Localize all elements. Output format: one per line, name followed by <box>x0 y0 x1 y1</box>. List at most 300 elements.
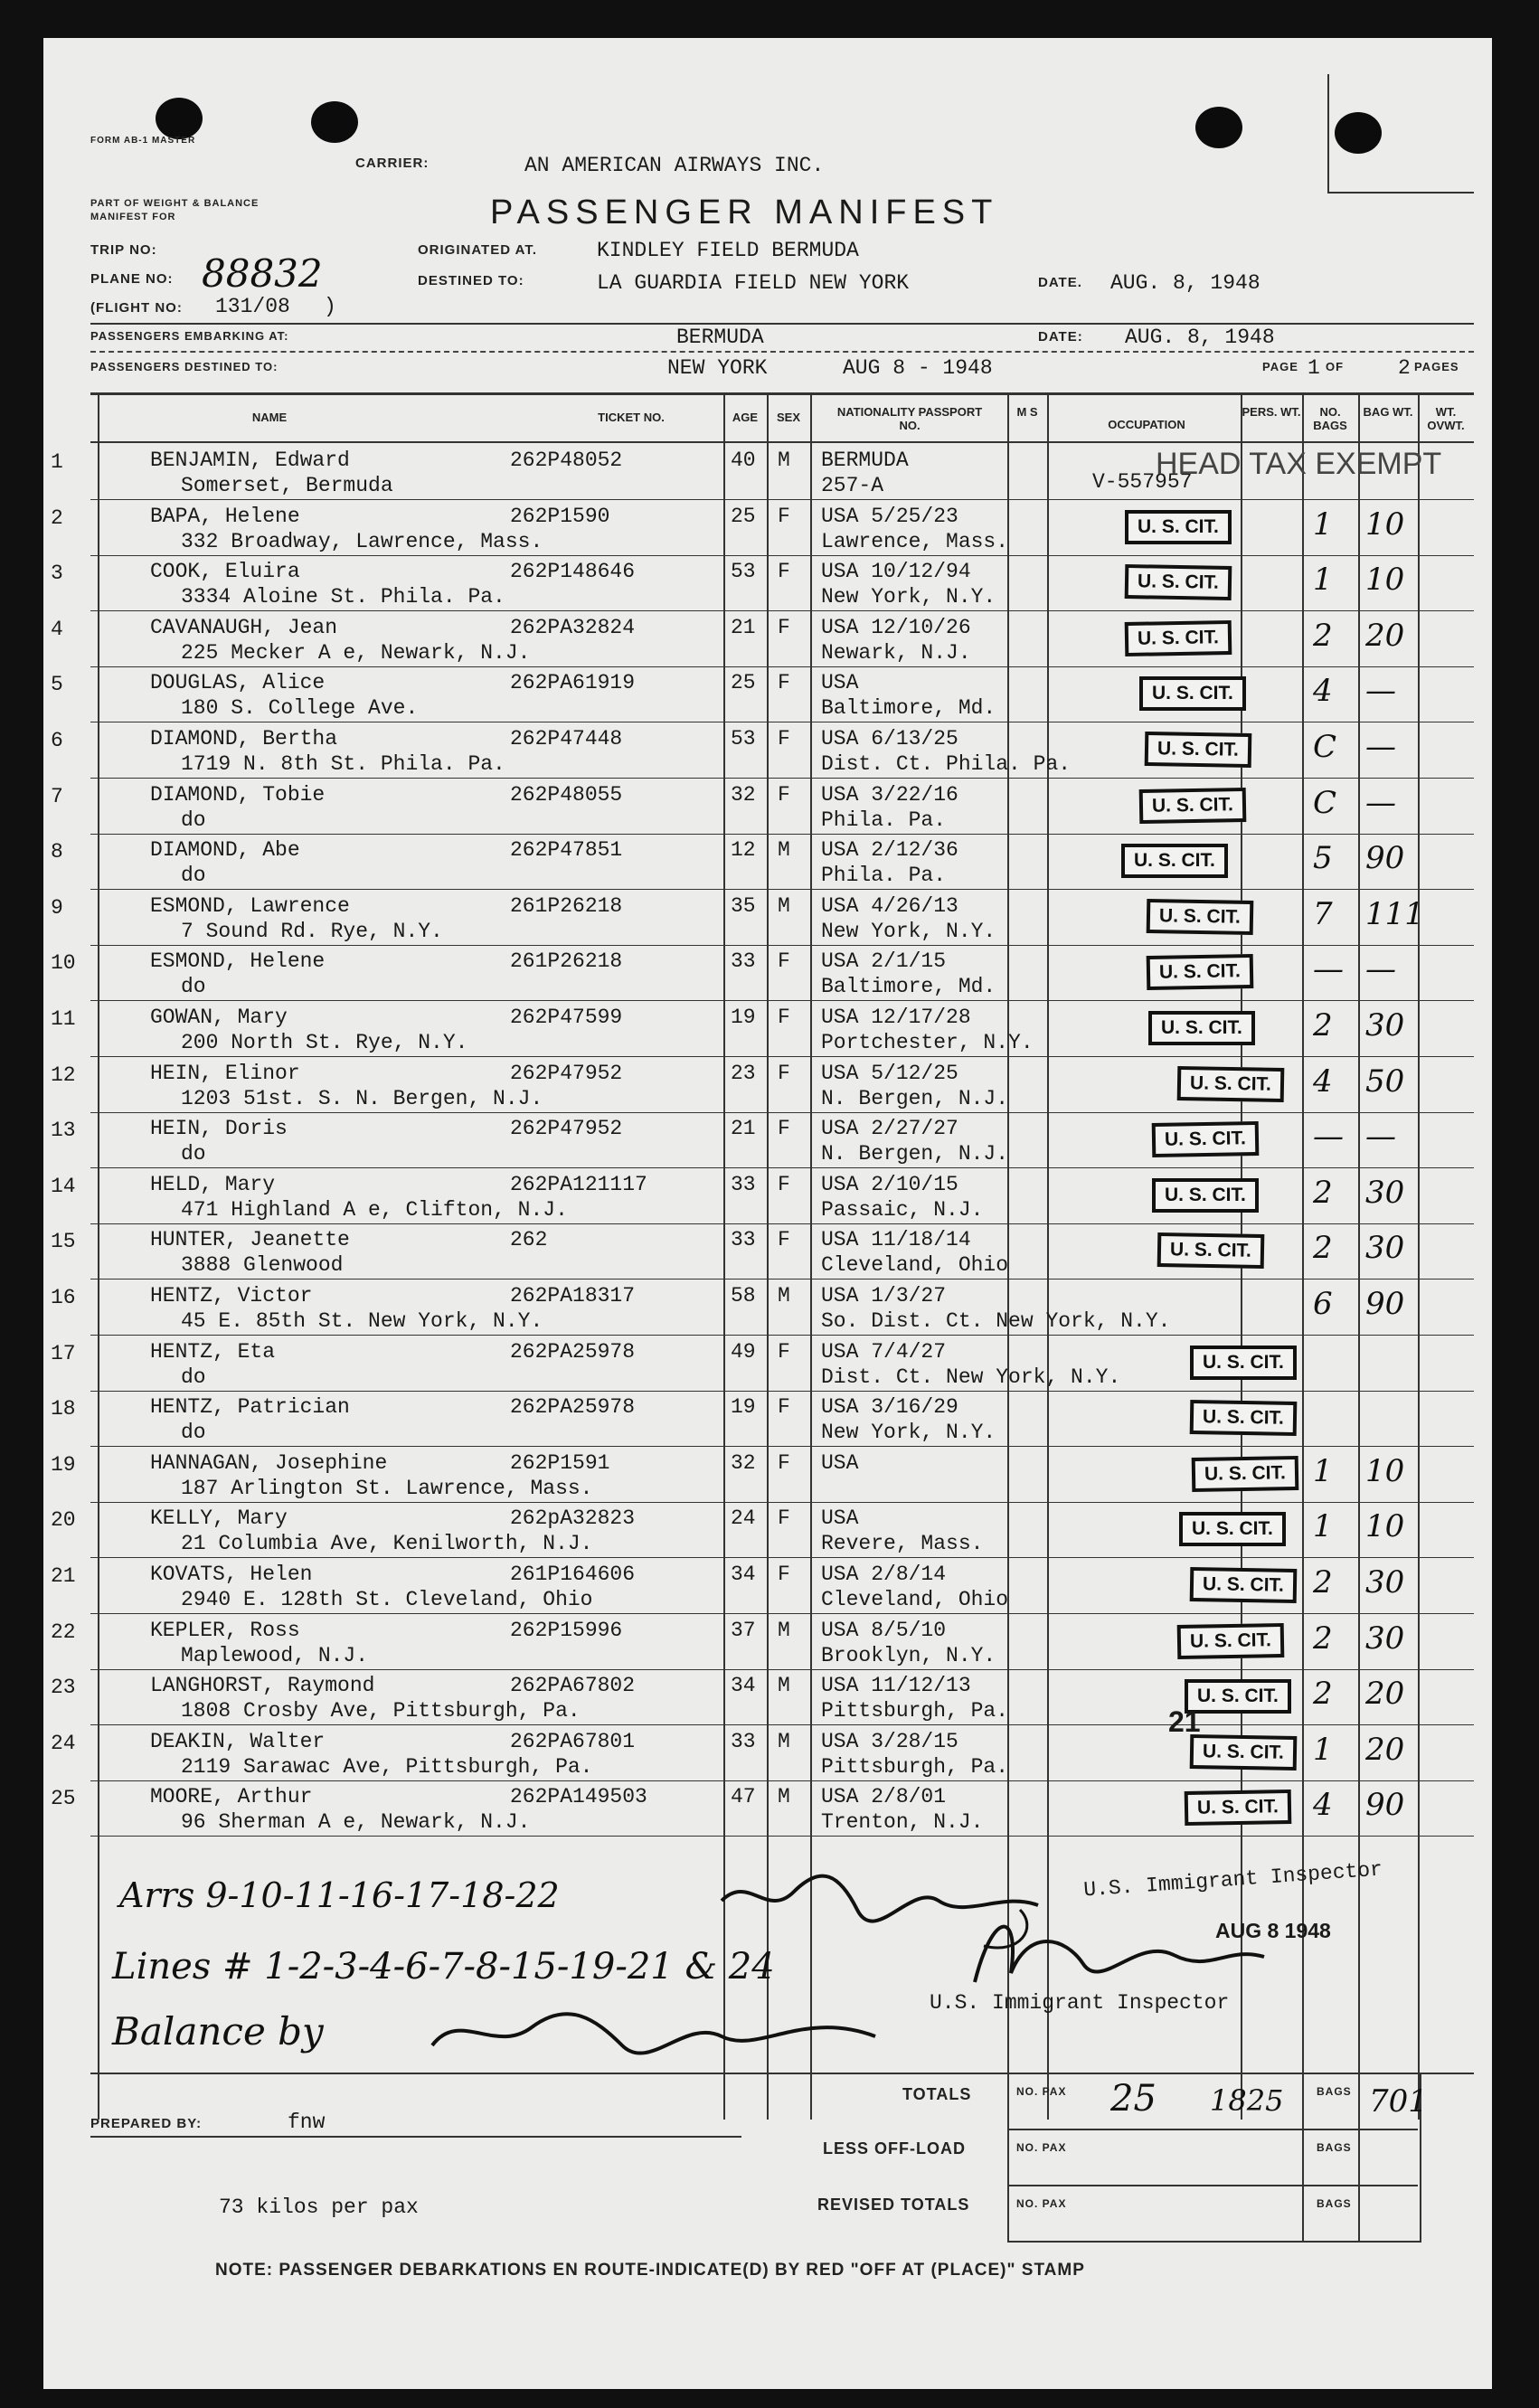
carrier-value: AN AMERICAN AIRWAYS INC. <box>524 154 825 177</box>
nationality: USA 12/17/28 <box>821 1006 971 1029</box>
no-bags: 2 <box>1313 1676 1333 1712</box>
passenger-name: KOVATS, Helen <box>150 1563 313 1586</box>
passenger-age: 33 <box>731 1730 756 1753</box>
row-rule <box>90 889 1474 890</box>
totals-col <box>1302 2073 1304 2241</box>
row-rule <box>90 1724 1474 1725</box>
passenger-age: 37 <box>731 1619 756 1642</box>
passenger-sex: M <box>778 1674 790 1697</box>
us-citizen-stamp: U. S. CIT. <box>1147 954 1254 990</box>
passenger-address: 187 Arlington St. Lawrence, Mass. <box>181 1477 593 1500</box>
total-bags: 701 <box>1369 2083 1428 2120</box>
plane-no-label: PLANE NO: <box>90 271 174 287</box>
less-offload-label: LESS OFF-LOAD <box>823 2139 966 2158</box>
passenger-address: 1203 51st. S. N. Bergen, N.J. <box>181 1087 543 1110</box>
no-bags: 2 <box>1313 1230 1333 1266</box>
passenger-address: 200 North St. Rye, N.Y. <box>181 1031 468 1054</box>
passenger-name: HELD, Mary <box>150 1173 276 1196</box>
passenger-address: 96 Sherman A e, Newark, N.J. <box>181 1810 531 1834</box>
inspector-title-1: U.S. Immigrant Inspector <box>1082 1857 1383 1903</box>
part-of-label: PART OF WEIGHT & BALANCE MANIFEST FOR <box>90 198 260 222</box>
pages-label: PAGES <box>1414 360 1459 373</box>
page-number: 1 <box>1308 356 1320 380</box>
nationality: USA <box>821 671 859 694</box>
bag-weight: 30 <box>1365 1230 1405 1266</box>
no-pax-label: NO. PAX <box>1016 2085 1067 2098</box>
passenger-address: 2940 E. 128th St. Cleveland, Ohio <box>181 1588 593 1611</box>
page-of-label: OF <box>1326 360 1345 373</box>
nationality: BERMUDA <box>821 449 909 472</box>
ticket-number: 262PA25978 <box>510 1340 636 1364</box>
bag-weight: 90 <box>1365 840 1405 876</box>
no-bags: 2 <box>1313 1564 1333 1601</box>
table-row <box>43 556 1492 611</box>
ticket-number: 261P26218 <box>510 894 623 918</box>
balance-note: Balance by <box>112 2009 324 2054</box>
no-bags: — <box>1313 951 1344 987</box>
ticket-number: 262P47952 <box>510 1062 623 1085</box>
us-citizen-stamp: U. S. CIT. <box>1147 899 1254 935</box>
passport-place: Pittsburgh, Pa. <box>821 1755 1009 1779</box>
passenger-sex: M <box>778 1730 790 1753</box>
no-bags: 1 <box>1313 1732 1333 1768</box>
passenger-sex: F <box>778 949 790 973</box>
passenger-sex: F <box>778 1228 790 1251</box>
passenger-address: 225 Mecker A e, Newark, N.J. <box>181 641 531 665</box>
row-number: 19 <box>51 1453 76 1477</box>
no-bags: C <box>1313 729 1337 765</box>
row-number: 15 <box>51 1230 76 1253</box>
row-number: 12 <box>51 1063 76 1087</box>
table-row <box>43 1559 1492 1614</box>
no-bags: 4 <box>1313 673 1333 709</box>
prepared-by-value: fnw <box>288 2111 326 2134</box>
table-row <box>43 1670 1492 1725</box>
row-number: 2 <box>51 506 63 530</box>
passport-place: Lawrence, Mass. <box>821 530 1009 553</box>
passenger-name: HEIN, Doris <box>150 1117 288 1140</box>
flight-no-close: ) <box>324 295 336 318</box>
ticket-number: 262P47952 <box>510 1117 623 1140</box>
passenger-sex: F <box>778 783 790 807</box>
prepared-by-label: PREPARED BY: <box>90 2116 203 2131</box>
passport-place: N. Bergen, N.J. <box>821 1087 1009 1110</box>
bag-weight: 20 <box>1365 1732 1405 1768</box>
passenger-age: 25 <box>731 671 756 694</box>
passenger-sex: M <box>778 838 790 862</box>
no-bags: 2 <box>1313 1007 1333 1043</box>
ticket-number: 262PA67801 <box>510 1730 636 1753</box>
row-number: 5 <box>51 673 63 696</box>
passenger-address: Maplewood, N.J. <box>181 1644 369 1667</box>
destined-value: LA GUARDIA FIELD NEW YORK <box>597 271 910 295</box>
passenger-name: HENTZ, Victor <box>150 1284 313 1308</box>
form-number: FORM AB-1 MASTER <box>90 136 196 146</box>
bag-weight: 10 <box>1365 506 1405 543</box>
table-header-rule <box>90 441 1474 443</box>
passenger-sex: F <box>778 1563 790 1586</box>
row-number: 20 <box>51 1508 76 1532</box>
row-rule <box>90 499 1474 500</box>
no-bags: 1 <box>1313 1508 1333 1544</box>
bag-weight: — <box>1365 729 1396 765</box>
passport-place: Cleveland, Ohio <box>821 1253 1009 1277</box>
ticket-number: 262PA18317 <box>510 1284 636 1308</box>
arrival-lines-note: Arrs 9-10-11-16-17-18-22 <box>119 1875 560 1915</box>
passenger-name: HENTZ, Eta <box>150 1340 276 1364</box>
page-label: PAGE <box>1262 360 1298 373</box>
bag-weight: 30 <box>1365 1620 1405 1657</box>
us-citizen-stamp: U. S. CIT. <box>1139 676 1246 711</box>
col-header-ms: M S <box>1016 405 1038 419</box>
passport-place: Trenton, N.J. <box>821 1810 984 1834</box>
us-citizen-stamp: U. S. CIT. <box>1152 1178 1259 1213</box>
passenger-address: 471 Highland A e, Clifton, N.J. <box>181 1198 568 1222</box>
table-row <box>43 1726 1492 1781</box>
date-value: AUG. 8, 1948 <box>1110 271 1260 295</box>
nationality: USA 3/22/16 <box>821 783 958 807</box>
row-number: 1 <box>51 450 63 474</box>
row-number: 7 <box>51 785 63 808</box>
passenger-age: 49 <box>731 1340 756 1364</box>
ticket-number: 261P164606 <box>510 1563 636 1586</box>
col-header-no-bags: NO. BAGS <box>1313 405 1347 432</box>
revised-totals-label: REVISED TOTALS <box>817 2196 970 2214</box>
nationality: USA 2/10/15 <box>821 1173 958 1196</box>
kilos-note: 73 kilos per pax <box>219 2196 419 2219</box>
destined-pax-label: PASSENGERS DESTINED TO: <box>90 360 279 373</box>
passport-place: So. Dist. Ct. New York, N.Y. <box>821 1309 1171 1333</box>
passenger-name: HANNAGAN, Josephine <box>150 1451 388 1475</box>
ticket-number: 262pA32823 <box>510 1506 636 1530</box>
no-bags: 6 <box>1313 1286 1333 1322</box>
passenger-address: 45 E. 85th St. New York, N.Y. <box>181 1309 543 1333</box>
passenger-sex: F <box>778 560 790 583</box>
ticket-number: 262P15996 <box>510 1619 623 1642</box>
nationality: USA 11/12/13 <box>821 1674 971 1697</box>
passenger-age: 12 <box>731 838 756 862</box>
passport-place: Dist. Ct. New York, N.Y. <box>821 1365 1121 1389</box>
us-citizen-stamp: U. S. CIT. <box>1139 788 1247 824</box>
nationality: USA 12/10/26 <box>821 616 971 639</box>
passenger-name: HENTZ, Patrician <box>150 1395 350 1419</box>
us-citizen-stamp: U. S. CIT. <box>1192 1456 1299 1492</box>
row-number: 10 <box>51 951 76 975</box>
ticket-number: 262PA67802 <box>510 1674 636 1697</box>
table-row <box>43 779 1492 835</box>
passenger-address: 7 Sound Rd. Rye, N.Y. <box>181 920 443 943</box>
passenger-name: ESMOND, Helene <box>150 949 326 973</box>
passenger-address: 3334 Aloine St. Phila. Pa. <box>181 585 505 609</box>
table-row <box>43 1058 1492 1113</box>
passenger-sex: F <box>778 505 790 528</box>
passport-place: Portchester, N.Y. <box>821 1031 1034 1054</box>
passenger-age: 53 <box>731 727 756 751</box>
passenger-address: do <box>181 864 206 887</box>
table-row <box>43 1113 1492 1168</box>
ticket-number: 262P47448 <box>510 727 623 751</box>
passenger-name: DIAMOND, Abe <box>150 838 300 862</box>
row-number: 6 <box>51 729 63 752</box>
passport-place: Pittsburgh, Pa. <box>821 1699 1009 1723</box>
row-rule <box>90 1000 1474 1001</box>
row-number: 21 <box>51 1564 76 1588</box>
ticket-number: 262PA149503 <box>510 1785 647 1808</box>
passenger-age: 33 <box>731 1228 756 1251</box>
us-citizen-stamp: U. S. CIT. <box>1145 732 1252 768</box>
row-number: 16 <box>51 1286 76 1309</box>
footer-note: NOTE: PASSENGER DEBARKATIONS EN ROUTE-INDICATE(D) BY RED "OFF AT (PLACE)" STAMP <box>215 2261 1085 2280</box>
bag-weight: 20 <box>1365 1676 1405 1712</box>
bag-weight: 20 <box>1365 618 1405 654</box>
row-rule <box>90 1446 1474 1447</box>
embarking-label: PASSENGERS EMBARKING AT: <box>90 329 289 343</box>
no-pax-label: NO. PAX <box>1016 2141 1067 2154</box>
passenger-age: 53 <box>731 560 756 583</box>
passenger-address: do <box>181 975 206 998</box>
passenger-age: 33 <box>731 1173 756 1196</box>
lines-note: Lines # 1-2-3-4-6-7-8-15-19-21 & 24 <box>112 1946 775 1988</box>
ticket-number: 262P47851 <box>510 838 623 862</box>
bag-weight: — <box>1365 673 1396 709</box>
nationality: USA <box>821 1506 859 1530</box>
row-number: 25 <box>51 1787 76 1810</box>
nationality: USA 3/28/15 <box>821 1730 958 1753</box>
row-rule <box>90 1056 1474 1057</box>
bag-weight: — <box>1365 785 1396 821</box>
passenger-name: DIAMOND, Tobie <box>150 783 326 807</box>
us-citizen-stamp: U. S. CIT. <box>1148 1011 1255 1045</box>
us-citizen-stamp: U. S. CIT. <box>1121 844 1228 878</box>
ticket-number: 262PA61919 <box>510 671 636 694</box>
totals-label: TOTALS <box>902 2085 972 2103</box>
no-bags: 1 <box>1313 562 1333 598</box>
nationality: USA 6/13/25 <box>821 727 958 751</box>
carrier-label: CARRIER: <box>355 156 430 171</box>
passenger-sex: F <box>778 1062 790 1085</box>
us-citizen-stamp: U. S. CIT. <box>1125 564 1232 600</box>
passenger-name: ESMOND, Lawrence <box>150 894 350 918</box>
passenger-sex: M <box>778 449 790 472</box>
mark-21: 21 <box>1168 1705 1201 1738</box>
passenger-age: 40 <box>731 449 756 472</box>
passport-place: New York, N.Y. <box>821 1421 996 1444</box>
passenger-sex: M <box>778 894 790 918</box>
flight-no-label: (FLIGHT NO: <box>90 300 183 316</box>
total-pax: 25 <box>1110 2078 1157 2120</box>
no-bags: 2 <box>1313 1175 1333 1211</box>
us-citizen-stamp: U. S. CIT. <box>1125 620 1232 656</box>
table-row <box>43 667 1492 722</box>
us-citizen-stamp: U. S. CIT. <box>1177 1623 1285 1659</box>
originated-value: KINDLEY FIELD BERMUDA <box>597 239 859 262</box>
bag-weight: — <box>1365 1119 1396 1155</box>
bag-weight: 50 <box>1365 1063 1405 1100</box>
us-citizen-stamp: U. S. CIT. <box>1157 1232 1265 1269</box>
occupation: V-557957 <box>1092 470 1193 494</box>
no-pax-label: NO. PAX <box>1016 2197 1067 2210</box>
passenger-name: MOORE, Arthur <box>150 1785 313 1808</box>
nationality: USA 11/18/14 <box>821 1228 971 1251</box>
ticket-number: 262P48052 <box>510 449 623 472</box>
passenger-age: 24 <box>731 1506 756 1530</box>
table-row <box>43 1224 1492 1280</box>
table-row <box>43 501 1492 556</box>
row-number: 3 <box>51 562 63 585</box>
row-number: 9 <box>51 896 63 920</box>
bag-weight: 30 <box>1365 1007 1405 1043</box>
passenger-name: CAVANAUGH, Jean <box>150 616 338 639</box>
us-citizen-stamp: U. S. CIT. <box>1190 1567 1298 1603</box>
passenger-sex: M <box>778 1284 790 1308</box>
bags-label: BAGS <box>1317 2197 1352 2210</box>
passenger-sex: F <box>778 1006 790 1029</box>
nationality: USA 10/12/94 <box>821 560 971 583</box>
table-row <box>43 723 1492 779</box>
no-bags: 1 <box>1313 506 1333 543</box>
ticket-number: 262PA32824 <box>510 616 636 639</box>
date2-value: AUG. 8, 1948 <box>1125 326 1275 349</box>
inspector-date: AUG 8 1948 <box>1215 1919 1331 1942</box>
passenger-age: 21 <box>731 616 756 639</box>
passenger-age: 25 <box>731 505 756 528</box>
passport-place: N. Bergen, N.J. <box>821 1142 1009 1166</box>
table-row <box>43 1336 1492 1392</box>
table-top-rule <box>90 392 1474 395</box>
nationality: USA 2/1/15 <box>821 949 947 973</box>
passport-place: Baltimore, Md. <box>821 975 996 998</box>
no-bags: 2 <box>1313 618 1333 654</box>
table-row <box>43 1781 1492 1837</box>
passenger-address: Somerset, Bermuda <box>181 474 393 497</box>
table-row <box>43 891 1492 946</box>
us-citizen-stamp: U. S. CIT. <box>1185 1679 1291 1714</box>
no-bags: — <box>1313 1119 1344 1155</box>
passenger-age: 32 <box>731 1451 756 1475</box>
inspector-signature-2 <box>957 1901 1282 2000</box>
nationality: USA 1/3/27 <box>821 1284 947 1308</box>
col-header-age: AGE <box>732 411 759 424</box>
passenger-address: 180 S. College Ave. <box>181 696 419 720</box>
ticket-number: 262P1590 <box>510 505 610 528</box>
nationality: USA 2/8/01 <box>821 1785 947 1808</box>
passenger-sex: F <box>778 1451 790 1475</box>
col-header-bag-wt: BAG WT. <box>1363 405 1413 419</box>
nationality: USA 5/12/25 <box>821 1062 958 1085</box>
nationality: USA 2/8/14 <box>821 1563 947 1586</box>
passenger-address: do <box>181 808 206 832</box>
passenger-sex: M <box>778 1619 790 1642</box>
date-label: DATE. <box>1038 275 1082 290</box>
col-header-wt-ovwt: WT. OVWT. <box>1427 405 1465 432</box>
total-weight: 1825 <box>1210 2083 1284 2118</box>
nationality: USA 4/26/13 <box>821 894 958 918</box>
passenger-name: KEPLER, Ross <box>150 1619 300 1642</box>
passport-place: Revere, Mass. <box>821 1532 984 1555</box>
row-rule <box>90 778 1474 779</box>
us-citizen-stamp: U. S. CIT. <box>1152 1121 1260 1157</box>
passenger-sex: M <box>778 1785 790 1808</box>
passport-place: Phila. Pa. <box>821 864 947 887</box>
row-number: 13 <box>51 1119 76 1142</box>
us-citizen-stamp: U. S. CIT. <box>1190 1734 1298 1771</box>
passenger-name: BAPA, Helene <box>150 505 300 528</box>
table-row <box>43 1503 1492 1558</box>
bag-weight: 111 <box>1365 896 1424 932</box>
row-number: 18 <box>51 1397 76 1421</box>
date2-label: DATE: <box>1038 329 1083 345</box>
row-number: 8 <box>51 840 63 864</box>
col-header-sex: SEX <box>776 411 800 424</box>
no-bags: 4 <box>1313 1063 1333 1100</box>
destined-pax-value: NEW YORK <box>667 356 768 380</box>
row-number: 14 <box>51 1175 76 1198</box>
passport-place: Passaic, N.J. <box>821 1198 984 1222</box>
passport-place: Cleveland, Ohio <box>821 1588 1009 1611</box>
passenger-address: 21 Columbia Ave, Kenilworth, N.J. <box>181 1532 593 1555</box>
ticket-number: 262PA25978 <box>510 1395 636 1419</box>
us-citizen-stamp: U. S. CIT. <box>1179 1512 1286 1546</box>
col-header-pers-wt: PERS. WT. <box>1242 405 1301 419</box>
embarking-value: BERMUDA <box>676 326 764 349</box>
passenger-sex: F <box>778 671 790 694</box>
trip-no-label: TRIP NO: <box>90 242 157 258</box>
us-citizen-stamp: U. S. CIT. <box>1125 510 1232 544</box>
no-bags: 4 <box>1313 1787 1333 1823</box>
passenger-name: HEIN, Elinor <box>150 1062 300 1085</box>
passenger-age: 34 <box>731 1563 756 1586</box>
col-header-nationality: NATIONALITY PASSPORT NO. <box>836 405 983 432</box>
passenger-name: COOK, Eluira <box>150 560 300 583</box>
passenger-age: 33 <box>731 949 756 973</box>
row-rule <box>90 1836 1474 1837</box>
no-bags: 1 <box>1313 1453 1333 1489</box>
us-citizen-stamp: U. S. CIT. <box>1190 1400 1298 1436</box>
totals-col <box>1358 2073 1360 2241</box>
passenger-address: do <box>181 1142 206 1166</box>
nationality: USA 3/16/29 <box>821 1395 958 1419</box>
passport-place: New York, N.Y. <box>821 920 996 943</box>
passenger-age: 19 <box>731 1395 756 1419</box>
passenger-name: KELLY, Mary <box>150 1506 288 1530</box>
no-bags: 5 <box>1313 840 1333 876</box>
nationality: USA 8/5/10 <box>821 1619 947 1642</box>
inspector-title-2: U.S. Immigrant Inspector <box>930 1991 1230 2015</box>
passenger-sex: F <box>778 1173 790 1196</box>
bag-weight: 30 <box>1365 1564 1405 1601</box>
row-number: 22 <box>51 1620 76 1644</box>
table-row <box>43 1169 1492 1224</box>
originated-label: ORIGINATED AT. <box>418 242 538 258</box>
bag-weight: 10 <box>1365 562 1405 598</box>
passport-place: Phila. Pa. <box>821 808 947 832</box>
ticket-number: 262 <box>510 1228 548 1251</box>
manifest-sheet <box>43 38 1492 2389</box>
passenger-sex: F <box>778 1506 790 1530</box>
row-rule <box>90 1279 1474 1280</box>
flight-no-value: 131/08 <box>215 295 290 318</box>
col-header-ticket: TICKET NO. <box>598 411 665 424</box>
table-row <box>43 1392 1492 1447</box>
no-bags: C <box>1313 785 1337 821</box>
head-tax-stamp: HEAD TAX EXEMPT <box>1156 447 1442 481</box>
bag-weight: 10 <box>1365 1453 1405 1489</box>
row-rule <box>90 610 1474 611</box>
passenger-sex: F <box>778 1340 790 1364</box>
passenger-address: 1719 N. 8th St. Phila. Pa. <box>181 752 505 776</box>
prepared-rule <box>90 2136 741 2138</box>
passenger-name: DEAKIN, Walter <box>150 1730 326 1753</box>
